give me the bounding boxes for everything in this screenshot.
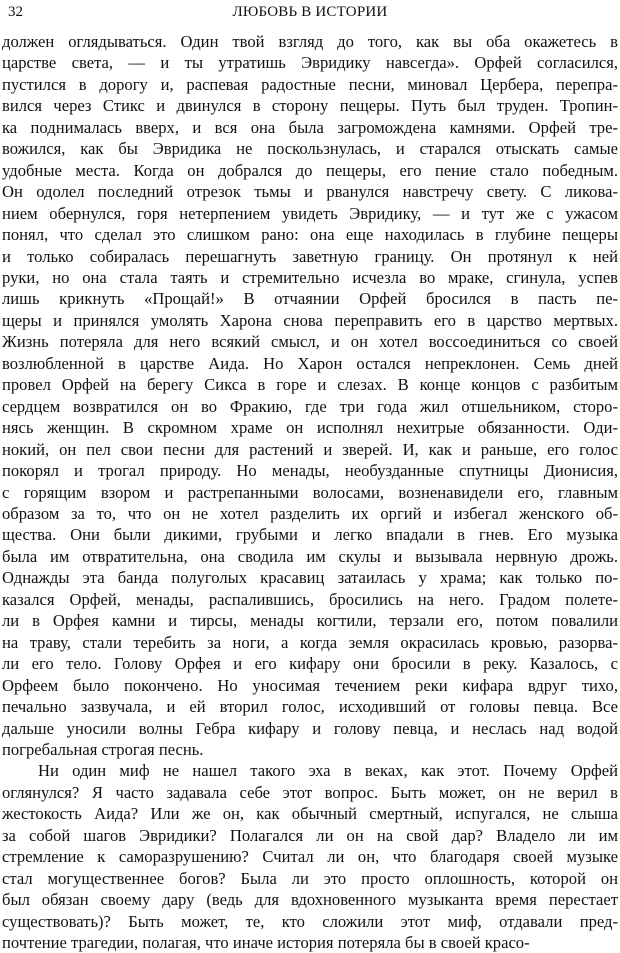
- text-line: должен оглядываться. Один твой взгляд до того, как вы оба окажетесь в: [2, 32, 618, 51]
- text-line: нокий, он пел свои песни для растений и зверей. И, как и раньше, его голос: [2, 439, 618, 459]
- paragraph: [2, 760, 618, 953]
- text-line: щеры и принялся умолять Харона снова переправить его в царство мертвых.: [2, 310, 618, 330]
- text-line: Он одолел последний отрезок тьмы и рванулся навстречу свету. С ликова-: [2, 182, 618, 202]
- text-line: был обязан своему дару (ведь для вдохновенного музыканта время перестает: [2, 890, 618, 910]
- text-line: сердцем возвратился он во Фракию, где три года жил отшельником, сторо-: [2, 396, 618, 416]
- text-line: понял, что сделал это слишком рано: она еще находилась в глубине пещеры: [2, 225, 618, 245]
- text-line: погребальная строгая песнь.: [2, 739, 204, 759]
- text-line: дальше уносили волны Гебра кифару и голову певца, и неслась над водой: [2, 718, 618, 738]
- text-line: за собой шагов Эвридики? Полагался ли он на свой дар? Владело ли им: [2, 825, 618, 845]
- text-line: ка поднималась вверх, и вся она была загромождена камнями. Орфей тре-: [2, 117, 618, 137]
- running-title: ЛЮБОВЬ В ИСТОРИИ: [232, 4, 388, 20]
- page-number: 32: [8, 4, 23, 20]
- text-line: возлюбленной в царстве Аида. Но Харон остался непреклонен. Семь дней: [2, 353, 618, 373]
- text-line: Ни один миф не нашел такого эха в веках, как этот. Почему Орфей: [38, 761, 618, 781]
- text-line: пустился в дорогу и, распевая радостные песни, миновал Цербера, перепра-: [2, 74, 618, 94]
- text-line: нясь женщин. В скромном храме он исполнял нехитрые обязанности. Оди-: [2, 418, 618, 438]
- text-line: руки, но она стала таять и стремительно исчезла во мраке, сгинула, успев: [2, 267, 618, 287]
- text-line: оглянулся? Я часто задавала себе этот вопрос. Быть может, он не верил в: [2, 782, 618, 802]
- text-line: с горящим взором и растрепанными волосами, возненавидели его, главным: [2, 482, 618, 502]
- text-line: была им отвратительна, она сводила им скулы и вызывала нервную дрожь.: [2, 546, 618, 566]
- text-line: Жизнь потеряла для него всякий смысл, и он хотел воссоединиться со своей: [2, 332, 618, 352]
- text-line: Однажды эта банда полуголых красавиц затаилась у храма; как только по-: [2, 568, 618, 588]
- text-line: удобные места. Когда он добрался до пещеры, его пение стало победным.: [2, 160, 618, 180]
- page-header: [8, 2, 612, 22]
- text-line: вожился, как бы Эвридика не поскользнулась, и старался отыскать самые: [2, 139, 618, 159]
- text-line: щества. Они были дикими, грубыми и легко впадали в гнев. Его музыка: [2, 525, 618, 545]
- text-line: лишь крикнуть «Прощай!» В отчаянии Орфей бросился в пасть пе-: [2, 289, 618, 309]
- text-line: покорял и трогал природу. Но менады, необузданные спутницы Дионисия,: [2, 461, 618, 481]
- text-line: царстве света, — и ты утратишь Эвридику навсегда». Орфей согласился,: [2, 53, 618, 73]
- text-line: существовать)? Быть может, те, кто сложили этот миф, отдавали пред-: [2, 911, 618, 931]
- paragraph: [2, 31, 618, 760]
- text-line: стремление к саморазрушению? Считал ли он, что благодаря своей музыке: [2, 847, 618, 867]
- text-line: почтение трагедии, полагая, что иначе история потеряла бы в своей красо-: [2, 933, 530, 953]
- text-line: образом за то, что он не хотел разделить их оргий и избегал женского об-: [2, 503, 618, 523]
- text-line: вился через Стикс и двинулся в сторону пещеры. Путь был труден. Тропин-: [2, 96, 618, 116]
- text-line: стал могущественнее богов? Была ли это просто оплошность, которой он: [2, 868, 618, 888]
- text-line: казался Орфей, менады, распалившись, бросились на него. Градом полете-: [2, 589, 618, 609]
- text-line: на траву, стали теребить за ноги, а когда земля окрасилась кровью, разорва-: [2, 632, 618, 652]
- text-line: нием обернулся, горя нетерпением увидеть Эвридику, — и тут же с ужасом: [2, 203, 618, 223]
- text-line: провел Орфей на берегу Сикса в горе и слезах. В конце концов с разбитым: [2, 375, 618, 395]
- text-line: жестокость Аида? Или же он, как обычный смертный, испугался, не слыша: [2, 804, 618, 824]
- text-line: ли его тело. Голову Орфея и его кифару они бросили в реку. Казалось, с: [2, 654, 618, 674]
- text-line: Орфеем было покончено. Но уносимая течением реки кифара вдруг тихо,: [2, 675, 618, 695]
- text-line: ли в Орфея камни и тирсы, менады когтили, терзали его, потом повалили: [2, 611, 618, 631]
- text-line: печально зазвучала, и ей вторил голос, исходивший от головы певца. Все: [2, 697, 618, 717]
- body-text: [2, 31, 618, 953]
- text-line: и только собиралась перешагнуть заветную границу. Он протянул к ней: [2, 246, 618, 266]
